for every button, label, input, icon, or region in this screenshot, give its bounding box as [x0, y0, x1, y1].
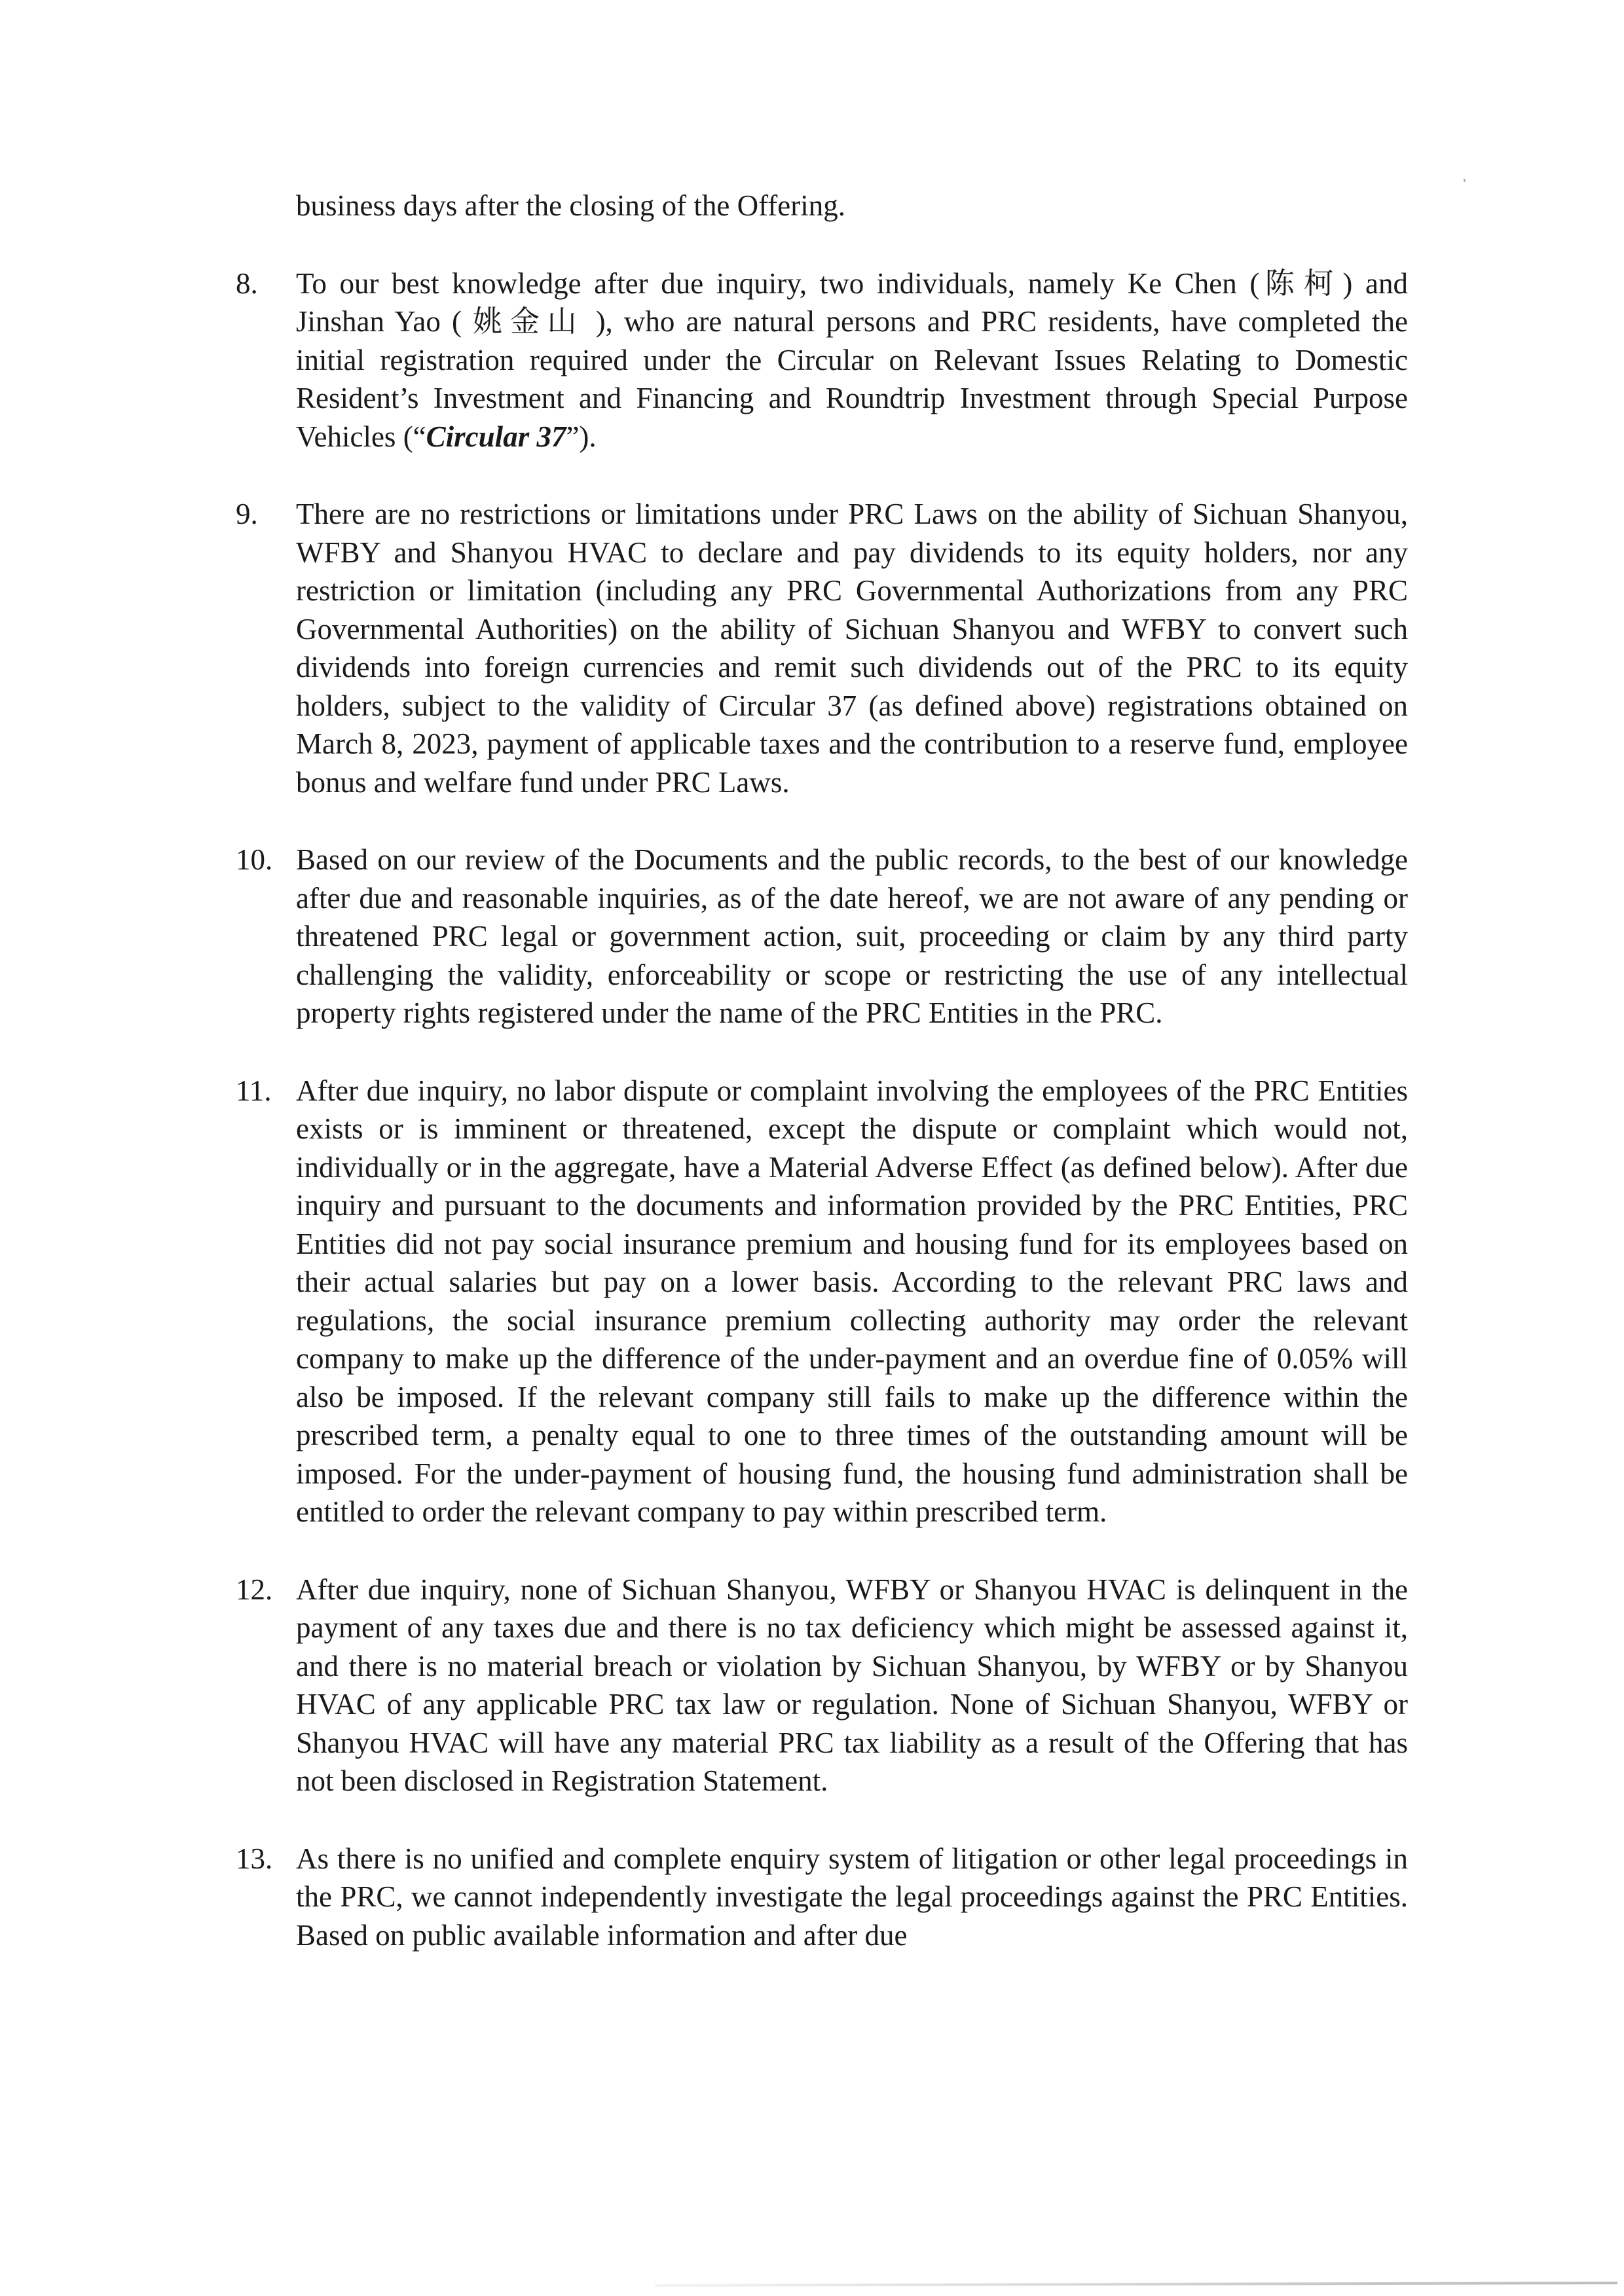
item-text	[296, 1072, 1408, 1531]
item-number: 10.	[236, 843, 273, 876]
item-text	[296, 264, 1408, 456]
text-segment: After due inquiry, none of Sichuan Shanyou, WFBY or Shanyou HVAC is delinquent in the payment of any taxes due and there is no tax deficiency which might be assessed against it, and there is no material breach or violation by Sichuan Shanyou, by WFBY or by Shanyou HVAC of any applicable PRC tax law or regulation. None of Sichuan Shanyou, WFBY or Shanyou HVAC will have any material PRC tax liability as a result of the Offering that has not been disclosed in Registration Statement.	[296, 1573, 1408, 1797]
item-number: 13.	[236, 1842, 273, 1875]
item-number: 8.	[236, 266, 258, 300]
item-number: 11.	[236, 1074, 272, 1107]
text-segment: ), who are natural persons and PRC residents, have completed the initial registration required under the Circular on Relevant Issues Relating to Domestic Resident’s Investment and Financing and Roundtrip Investment through Special Purpose Vehicles (“	[296, 305, 1408, 453]
list-item	[236, 1571, 1408, 1800]
chinese-name: 陈柯	[1259, 266, 1343, 300]
text-segment: After due inquiry, no labor dispute or complaint involving the employees of the PRC Entities exists or is imminent or threatened, except the dispute or complaint which would not, individually or in the aggregate, have a Material Adverse Effect (as defined below). After due inquiry and pursuant to the documents and information provided by the PRC Entities, PRC Entities did not pay social insurance premium and housing fund for its employees based on their actual salaries but pay on a lower basis. According to the relevant PRC laws and regulations, the social insurance premium collecting authority may order the relevant company to make up the difference of the under-payment and an overdue fine of 0.05% will also be imposed. If the relevant company still fails to make up the difference within the prescribed term, a penalty equal to one to three times of the outstanding amount will be imposed. For the under-payment of housing fund, the housing fund administration shall be entitled to order the relevant company to pay within prescribed term.	[296, 1074, 1408, 1528]
item-number: 9.	[236, 498, 258, 530]
list-item	[236, 841, 1408, 1032]
text-segment: As there is no unified and complete enquiry system of litigation or other legal proceedings in the PRC, we cannot independently investigate the legal proceedings against the PRC Entities. Based on public available information and after due	[296, 1842, 1408, 1952]
scan-artifact-mark	[1464, 179, 1466, 182]
item-text	[296, 1840, 1408, 1955]
numbered-list	[236, 264, 1408, 1955]
item-text	[296, 1571, 1408, 1800]
list-item	[236, 1840, 1408, 1955]
text-segment: ”).	[566, 420, 597, 453]
item-text	[296, 841, 1408, 1032]
scan-edge-line	[655, 2282, 1617, 2287]
text-segment: ) and Jinshan Yao (	[296, 266, 1408, 338]
list-item	[236, 495, 1408, 801]
text-segment: To our best knowledge after due inquiry, two individuals, namely Ke Chen (	[296, 266, 1260, 300]
continuation-paragraph: business days after the closing of the Offering.	[296, 189, 845, 222]
list-item	[236, 1072, 1408, 1531]
text-segment: There are no restrictions or limitations under PRC Laws on the ability of Sichuan Shanyou, WFBY and Shanyou HVAC to declare and pay dividends to its equity holders, nor any restriction or limitation (including any PRC Governmental Authorizations from any PRC Governmental Authorities) on the ability of Sichuan Shanyou and WFBY to convert such dividends into foreign currencies and remit such dividends out of the PRC to its equity holders, subject to the validity of Circular 37 (as defined above) registrations obtained on March 8, 2023, payment of applicable taxes and the contribution to a reserve fund, employee bonus and welfare fund under PRC Laws.	[296, 498, 1408, 799]
chinese-name: 姚金山	[473, 305, 585, 338]
defined-term: Circular 37	[426, 420, 566, 453]
item-text	[296, 495, 1408, 801]
text-segment: Based on our review of the Documents and the public records, to the best of our knowledge after due and reasonable inquiries, as of the date hereof, we are not aware of any pending or threatened PRC legal or government action, suit, proceeding or claim by any third party challenging the validity, enforceability or scope or restricting the use of any intellectual property rights registered under the name of the PRC Entities in the PRC.	[296, 843, 1408, 1029]
list-item	[236, 264, 1408, 456]
document-body	[236, 187, 1408, 1994]
item-number: 12.	[236, 1573, 273, 1606]
